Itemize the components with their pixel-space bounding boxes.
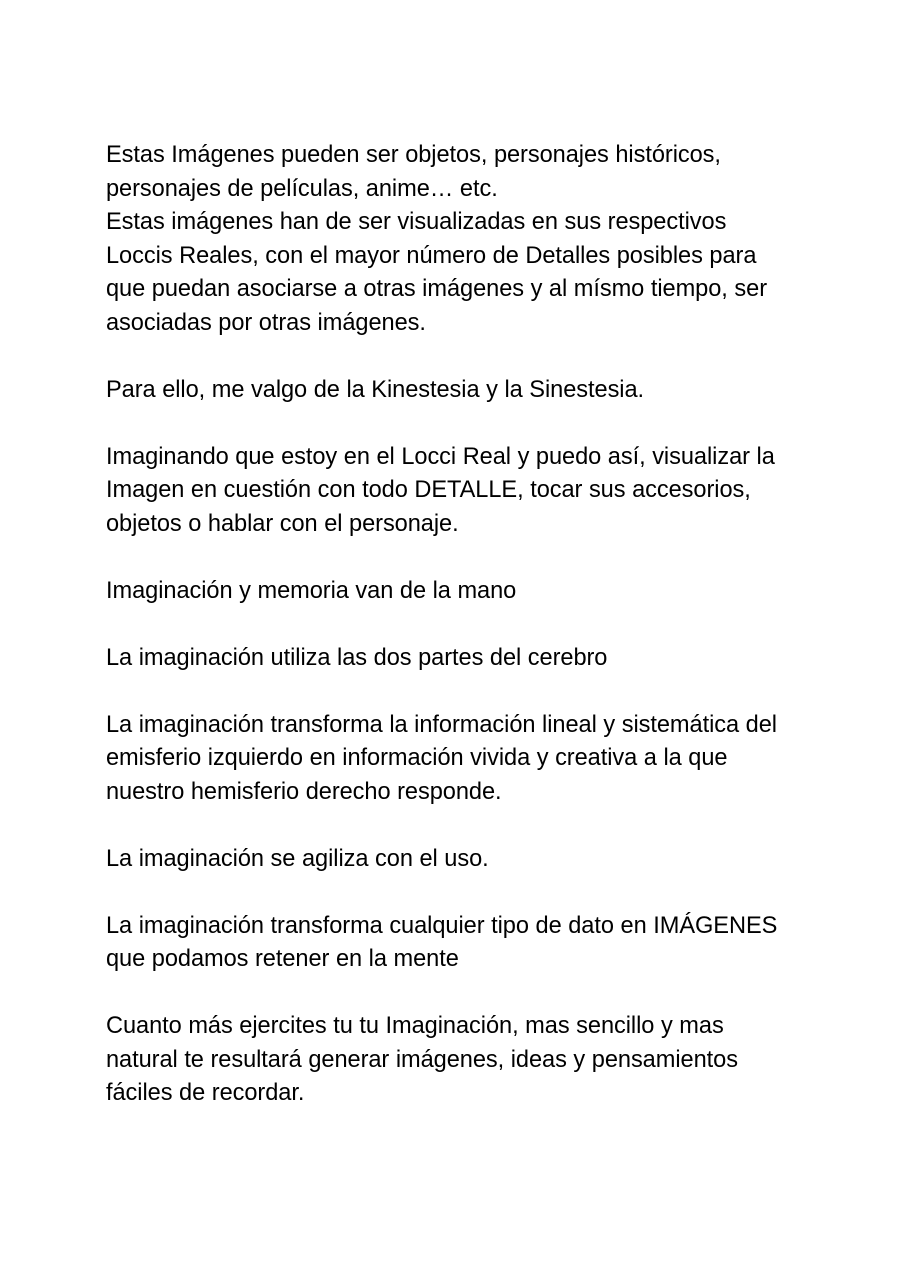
paragraph-locci-real-detalle: Imaginando que estoy en el Locci Real y puedo así, visualizar la Imagen en cuestión con todo DETALLE, tocar sus accesorios, objetos o hablar con el personaje. (106, 443, 782, 537)
paragraph-dos-partes-cerebro: La imaginación utiliza las dos partes del cerebro (106, 644, 608, 671)
paragraph-transforma-dato-imagenes: La imaginación transforma cualquier tipo de dato en IMÁGENES que podamos retener en la mente (106, 912, 784, 972)
paragraph-kinestesia-sinestesia: Para ello, me valgo de la Kinestesia y la Sinestesia. (106, 376, 645, 403)
document-text-body (106, 139, 796, 1111)
paragraph-agiliza-con-uso: La imaginación se agiliza con el uso. (106, 845, 489, 872)
paragraph-imagenes-objetos: Estas Imágenes pueden ser objetos, personajes históricos, personajes de películas, anime… etc. (106, 142, 728, 202)
paragraph-imaginacion-memoria: Imaginación y memoria van de la mano (106, 577, 517, 604)
paragraph-loccis-reales: Estas imágenes han de ser visualizadas en sus respectivos Loccis Reales, con el mayor número de Detalles posibles para que puedan asociarse a otras imágenes y al mísmo tiempo, ser asociadas por otras imágenes. (106, 209, 774, 336)
paragraph-informacion-lineal: La imaginación transforma la información lineal y sistemática del emisferio izquierdo en información vivida y creativa a la que nuestro hemisferio derecho responde. (106, 711, 784, 805)
paragraph-cuanto-mas-ejercites: Cuanto más ejercites tu tu Imaginación, mas sencillo y mas natural te resultará generar imágenes, ideas y pensamientos fáciles de recordar. (106, 1013, 745, 1106)
